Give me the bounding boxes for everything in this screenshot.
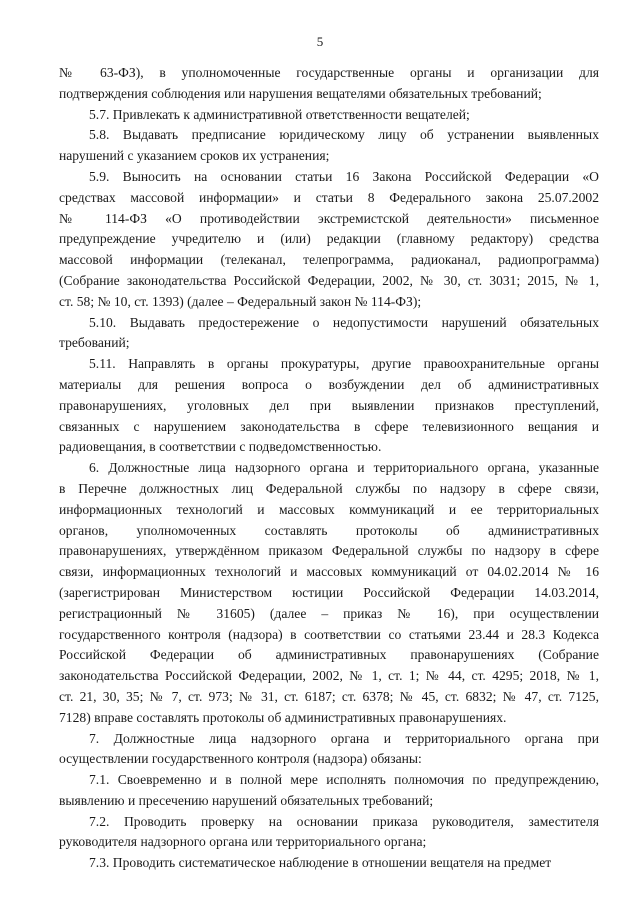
text-line: Российской Федерации об административных правонарушениях (Собрание: [59, 647, 599, 663]
paragraph: [59, 63, 599, 105]
paragraph: [59, 853, 599, 874]
paragraph: [59, 354, 599, 458]
paragraph: [59, 812, 599, 854]
text-line: требований;: [59, 335, 130, 351]
paragraph: [59, 458, 599, 728]
text-line: 7.3. Проводить систематическое наблюдение в отношении вещателя на предмет: [89, 855, 552, 871]
text-line: радиовещания, в соответствии с подведомственностью.: [59, 439, 382, 455]
text-line: правонарушениях, уголовных дел при выявлении признаков преступлений,: [59, 397, 599, 413]
text-line: связанных с нарушением законодательства в сфере телевизионного вещания и: [59, 418, 599, 434]
text-line: 7.1. Своевременно и в полной мере исполнять полномочия по предупреждению,: [89, 772, 599, 788]
text-line: подтверждения соблюдения или нарушения вещателями обязательных требований;: [59, 85, 542, 101]
document-body: [59, 63, 599, 874]
text-line: правонарушениях, утверждённом приказом Федеральной службы по надзору в сфере: [59, 543, 599, 559]
paragraph: [59, 770, 599, 812]
text-line: 5.9. Выносить на основании статьи 16 Закона Российской Федерации «О: [89, 168, 599, 184]
text-line: 6. Должностные лица надзорного органа и территориального органа, указанные: [89, 460, 599, 476]
text-line: 5.10. Выдавать предостережение о недопустимости нарушений обязательных: [89, 314, 599, 330]
text-line: законодательства Российской Федерации, 2002, № 1, ст. 1; № 44, ст. 4295; 2018, № 1,: [59, 668, 599, 684]
paragraph: [59, 125, 599, 167]
text-line: № 114-ФЗ «О противодействии экстремистской деятельности» письменное: [59, 210, 599, 226]
text-line: выявлению и пресечению нарушений обязательных требований;: [59, 792, 434, 808]
paragraph: [59, 167, 599, 313]
text-line: № 63-ФЗ), в уполномоченные государственные органы и организации для: [59, 65, 599, 80]
text-line: 5.11. Направлять в органы прокуратуры, другие правоохранительные органы: [89, 356, 599, 372]
text-line: (Собрание законодательства Российской Федерации, 2002, № 30, ст. 3031; 2015, № 1,: [59, 272, 599, 288]
text-line: предупреждение учредителю и (или) редакции (главному редактору) средства: [59, 231, 599, 247]
text-line: в Перечне должностных лиц Федеральной службы по надзору в сфере связи,: [59, 480, 599, 496]
text-line: нарушений с указанием сроков их устранения;: [59, 148, 330, 164]
text-line: государственного контроля (надзора) в соответствии со статьями 23.44 и 28.3 Кодекса: [59, 626, 599, 642]
paragraph: [59, 729, 599, 771]
text-line: (зарегистрирован Министерством юстиции Российской Федерации 14.03.2014,: [59, 584, 599, 600]
text-line: связи, информационных технологий и массовых коммуникаций от 04.02.2014 № 16: [59, 564, 599, 580]
text-line: органов, уполномоченных составлять протоколы об административных: [59, 522, 599, 538]
text-line: массовой информации (телеканал, телепрограмма, радиоканал, радиопрограмма): [59, 252, 599, 268]
text-line: 5.8. Выдавать предписание юридическому лицу об устранении выявленных: [89, 127, 599, 143]
text-line: 7128) вправе составлять протоколы об административных правонарушениях.: [59, 709, 507, 725]
text-line: осуществлении государственного контроля (надзора) обязаны:: [59, 751, 422, 767]
text-line: регистрационный № 31605) (далее – приказ № 16), при осуществлении: [59, 605, 599, 621]
paragraph: [59, 105, 599, 126]
text-line: 7.2. Проводить проверку на основании приказа руководителя, заместителя: [89, 813, 599, 829]
text-line: средствах массовой информации» и статьи 8 Федерального закона 25.07.2002: [59, 189, 599, 205]
text-line: 5.7. Привлекать к административной ответственности вещателей;: [89, 106, 470, 122]
paragraph: [59, 313, 599, 355]
text-line: 7. Должностные лица надзорного органа и территориального органа при: [89, 730, 599, 746]
text-line: ст. 21, 30, 35; № 7, ст. 973; № 31, ст. 6187; ст. 6378; № 45, ст. 6832; № 47, ст. 7125,: [59, 688, 599, 704]
text-line: информационных технологий и массовых коммуникаций и ее территориальных: [59, 501, 599, 517]
text-line: руководителя надзорного органа или территориального органа;: [59, 834, 427, 850]
text-line: материалы для решения вопроса о возбуждении дел об административных: [59, 376, 599, 392]
page-number: 5: [316, 34, 324, 49]
text-line: ст. 58; № 10, ст. 1393) (далее – Федеральный закон № 114-ФЗ);: [59, 293, 422, 309]
